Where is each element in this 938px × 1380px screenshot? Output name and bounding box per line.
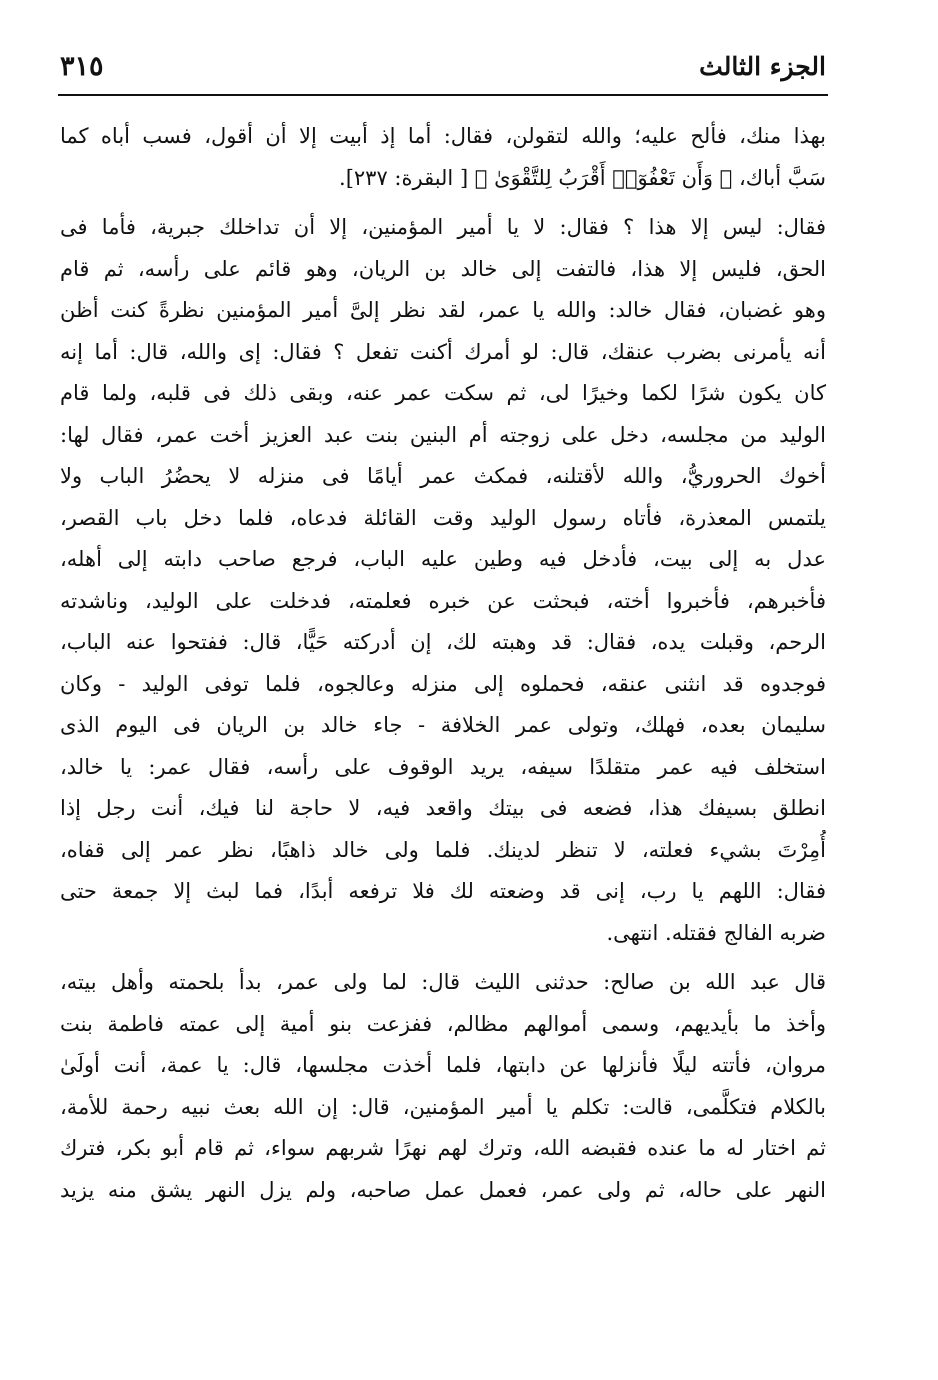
header-rule xyxy=(58,94,828,96)
text-line: بهذا منك، فألح عليه؛ والله لتقولن، فقال: أما إذ أبيت إلا أن أقول، فسب أباه كما xyxy=(60,124,826,148)
paragraph-2 xyxy=(60,207,826,954)
text-line: ثم اختار له ما عنده فقبضه الله، وترك لهم نهرًا شربهم سواء، ثم قام أبو بكر، فترك xyxy=(60,1136,826,1160)
body-text xyxy=(60,116,826,1219)
text-line: النهر على حاله، ثم ولى عمر، فعمل عمل صاحبه، ولم يزل النهر يشق منه يزيد xyxy=(60,1177,826,1202)
text-line: وهو غضبان، فقال خالد: والله يا عمر، لقد نظر إلىَّ أمير المؤمنين نظرةً كنت أظن xyxy=(60,298,826,322)
text-line: سليمان بعده، فهلك، وتولى عمر الخلافة - جاء خالد بن الريان فى اليوم الذى xyxy=(60,713,826,737)
text-line: الحق، فليس إلا هذا، فالتفت إلى خالد بن الريان، وهو قائم على رأسه، ثم قام xyxy=(60,256,826,281)
text-line: انطلق بسيفك هذا، فضعه فى بيتك واقعد فيه، لا حاجة لنا فيك، أنت رجل إذا xyxy=(60,796,826,820)
text-line: يلتمس المعذرة، فأتاه رسول الوليد وقت القائلة فدعاه، فلما دخل باب القصر، xyxy=(60,505,826,530)
text-line: فقال: ليس إلا هذا ؟ فقال: لا يا أمير المؤمنين، إلا أن تداخلك جبرية، فأما فى xyxy=(60,215,826,239)
text-line: بالكلام فتكلَّمى، قالت: تكلم يا أمير المؤمنين، قال: إن الله بعث نبيه رحمة للأمة، xyxy=(60,1094,826,1119)
text-line: الرحم، وقبلت يده، فقال: قد وهبته لك، إن أدركته حَيًّا، قال: ففتحوا عنه الباب، xyxy=(60,630,826,654)
text-line: فقال: اللهم يا رب، إنى قد وضعته لك فلا ترفعه أبدًا، فما لبث إلا جمعة حتى xyxy=(60,879,826,903)
text-line: فأخبرهم، فأخبروا أخته، فبحثت عن خبره فعلمته، فدخلت على الوليد، وناشدته xyxy=(60,588,826,613)
text-line: ضربه الفالج فقتله. انتهى. xyxy=(606,920,826,945)
text-line: سَبَّ أباك، ﴿ وَأَن تَعْفُوٓا۟ أَقْرَبُ لِلتَّقْوَىٰ ﴾ [ البقرة: ٢٣٧]. xyxy=(339,165,826,190)
text-line: عدل به إلى بيت، فأدخل فيه وطين عليه الباب، فرجع صاحب دابته إلى أهله، xyxy=(60,547,826,571)
text-line: فوجدوه قد انثنى عنقه، فحملوه إلى منزله وعالجوه، فلما توفى الوليد - وكان xyxy=(60,671,826,696)
text-line: أنه يأمرنى بضرب عنقك، قال: لو أمرك أكنت تفعل ؟ فقال: إى والله، قال: أما إنه xyxy=(60,339,826,364)
text-line: مروان، فأتته ليلًا فأنزلها عن دابتها، فلما أخذت مجلسها، قال: يا عمة، أنت أولَىٰ xyxy=(60,1053,826,1077)
paragraph-3 xyxy=(60,962,826,1211)
text-line: الوليد من مجلسه، دخل على زوجته أم البنين بنت عبد العزيز أخت عمر، فقال لها: xyxy=(60,422,826,447)
text-line: استخلف فيه عمر متقلدًا سيفه، يريد الوقوف على رأسه، فقال عمر: يا خالد، xyxy=(60,754,826,779)
page-number: ٣١٥ xyxy=(60,50,104,82)
text-line: أخوك الحروريُّ، والله لأقتلنه، فمكث عمر أيامًا فى منزله لا يحضُرُ الباب ولا xyxy=(60,464,826,488)
text-line: وأخذ ما بأيديهم، وسمى أموالهم مظالم، ففزعت بنو أمية إلى عمته فاطمة بنت xyxy=(60,1011,826,1036)
text-line: قال عبد الله بن صالح: حدثنى الليث قال: لما ولى عمر، بدأ بلحمته وأهل بيته، xyxy=(60,970,826,994)
running-title: الجزء الثالث xyxy=(699,51,826,81)
text-line: أُمِرْتَ بشيء فعلته، لا تنظر لدينك. فلما ولى خالد ذاهبًا، نظر عمر إلى قفاه، xyxy=(60,837,826,862)
text-line: كان يكون شرًا لكما وخيرًا لى، ثم سكت عمر عنه، وبقى ذلك فى قلبه، ولما قام xyxy=(60,381,826,405)
page-header xyxy=(60,42,826,90)
paragraph-1 xyxy=(60,116,826,199)
